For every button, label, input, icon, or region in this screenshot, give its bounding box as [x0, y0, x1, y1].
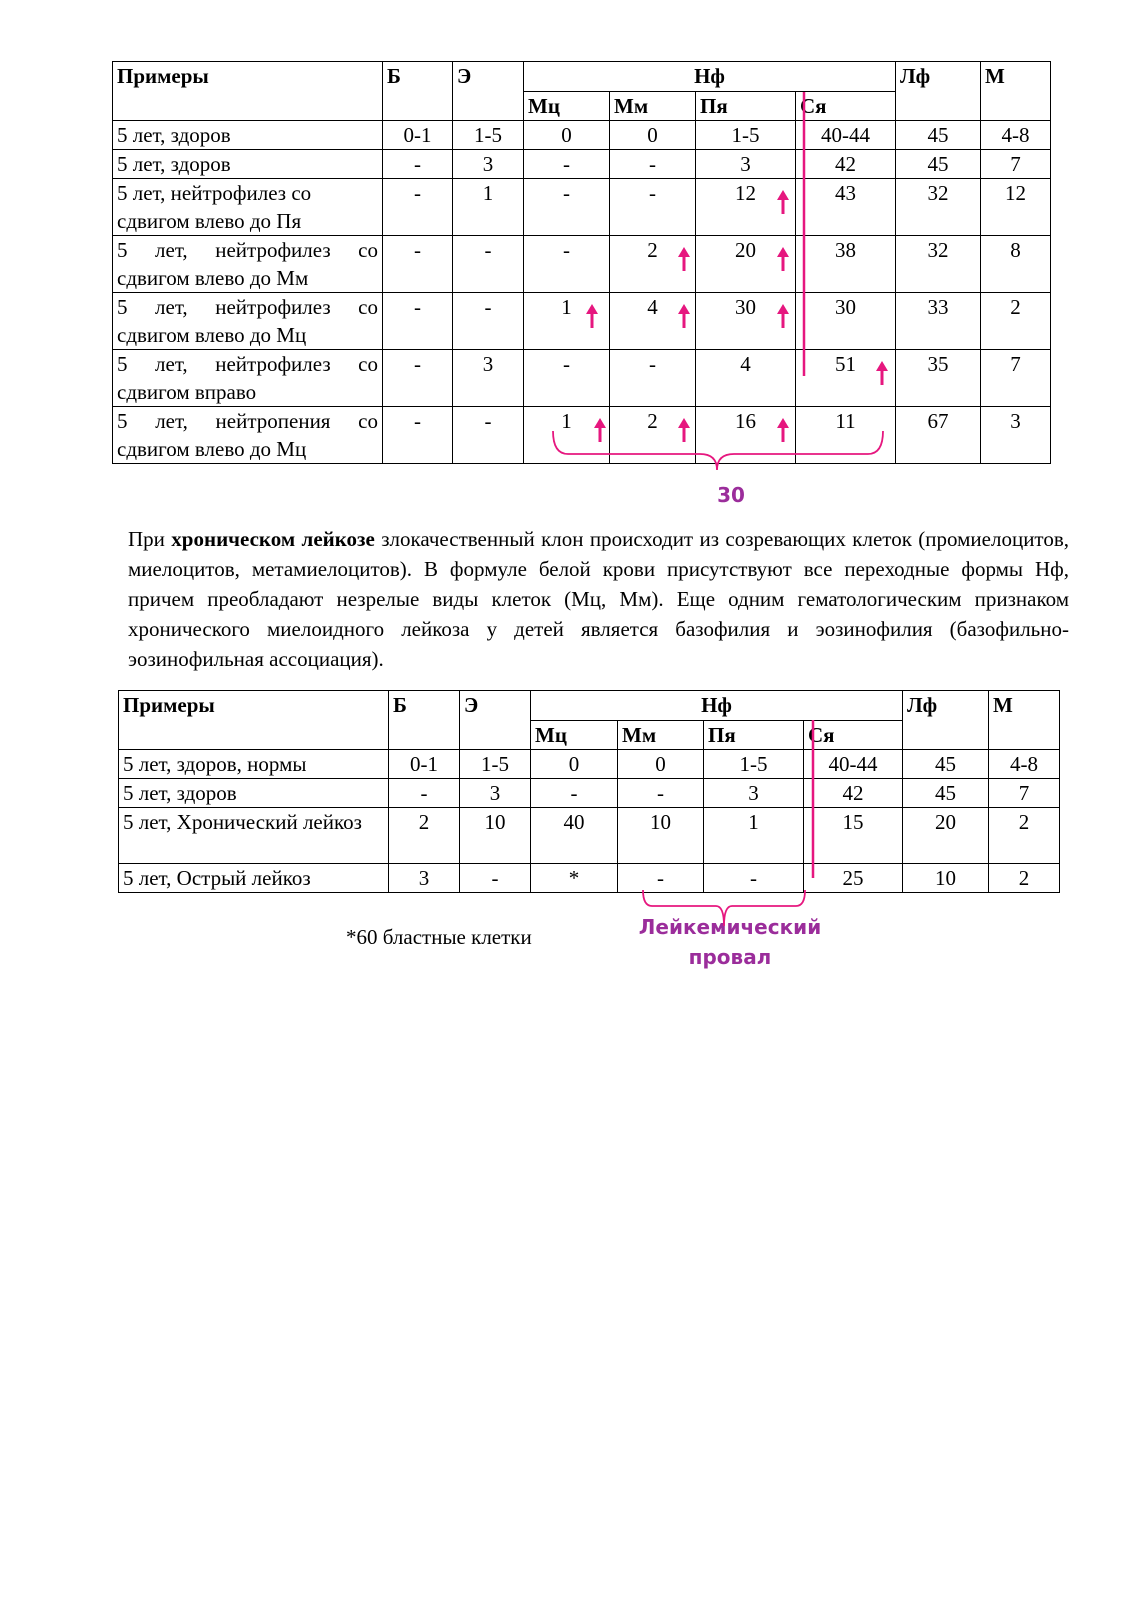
- cell-lf: 45: [896, 150, 981, 179]
- cell-e: -: [453, 407, 524, 464]
- cell-mm: -: [610, 350, 696, 407]
- header-mm: Мм: [618, 721, 704, 750]
- brace-label-line1: Лейкемический: [638, 915, 822, 939]
- chronic-leukemia-paragraph: [128, 524, 1069, 674]
- cell-lf: 32: [896, 236, 981, 293]
- cell-e: 3: [460, 779, 531, 808]
- header-m: М: [981, 62, 1051, 121]
- table-row: [113, 121, 1051, 150]
- header-lf: Лф: [896, 62, 981, 121]
- cell-e: 1: [453, 179, 524, 236]
- cell-e: -: [453, 293, 524, 350]
- brace-label-sum: 30: [717, 483, 745, 507]
- cell-m: 2: [989, 808, 1060, 864]
- cell-mm: 2: [610, 407, 696, 464]
- cell-sya: 40-44: [796, 121, 896, 150]
- cell-sya: 15: [804, 808, 903, 864]
- cell-b: -: [383, 350, 453, 407]
- cell-m: 8: [981, 236, 1051, 293]
- header-b: Б: [383, 62, 453, 121]
- row-label: 5 лет, нейтрофилез со сдвигом влево до Мц: [113, 293, 383, 350]
- cell-mc: 1: [524, 407, 610, 464]
- row-label: 5 лет, нейтрофилез со сдвигом влево до Пя: [113, 179, 383, 236]
- header-e: Э: [460, 691, 531, 750]
- cell-b: 2: [389, 808, 460, 864]
- header-m: М: [989, 691, 1060, 750]
- header-sya: Ся: [804, 721, 903, 750]
- cell-mm: 0: [610, 121, 696, 150]
- header-lf: Лф: [903, 691, 989, 750]
- cell-b: -: [383, 150, 453, 179]
- cell-mc: -: [524, 179, 610, 236]
- cell-lf: 45: [903, 779, 989, 808]
- brace-label-line2: провал: [688, 945, 772, 969]
- header-pya: Пя: [696, 92, 796, 121]
- cell-pya: 20: [696, 236, 796, 293]
- table-leukemia-examples: [118, 690, 1060, 893]
- cell-lf: 67: [896, 407, 981, 464]
- cell-sya: 42: [804, 779, 903, 808]
- cell-lf: 20: [903, 808, 989, 864]
- header-b: Б: [389, 691, 460, 750]
- header-nf: Нф: [524, 62, 896, 92]
- header-mc: Мц: [524, 92, 610, 121]
- cell-sya: 51: [796, 350, 896, 407]
- row-label: 5 лет, здоров, нормы: [119, 750, 389, 779]
- table-row: [113, 236, 1051, 293]
- row-label: 5 лет, нейтрофилез со сдвигом вправо: [113, 350, 383, 407]
- header-nf: Нф: [531, 691, 903, 721]
- cell-mc: -: [524, 350, 610, 407]
- table-row: [113, 179, 1051, 236]
- cell-m: 2: [989, 864, 1060, 893]
- cell-b: 3: [389, 864, 460, 893]
- row-label: 5 лет, нейтропения со сдвигом влево до Мц: [113, 407, 383, 464]
- cell-b: -: [383, 407, 453, 464]
- row-label: 5 лет, здоров: [119, 779, 389, 808]
- cell-m: 12: [981, 179, 1051, 236]
- cell-mm: 10: [618, 808, 704, 864]
- table-leukocyte-examples: [112, 61, 1051, 464]
- cell-m: 7: [989, 779, 1060, 808]
- cell-mc: 0: [524, 121, 610, 150]
- table-row: [119, 808, 1060, 864]
- cell-sya: 38: [796, 236, 896, 293]
- cell-sya: 43: [796, 179, 896, 236]
- cell-m: 4-8: [989, 750, 1060, 779]
- cell-sya: 11: [796, 407, 896, 464]
- cell-pya: 4: [696, 350, 796, 407]
- cell-m: 4-8: [981, 121, 1051, 150]
- row-label: 5 лет, здоров: [113, 121, 383, 150]
- paragraph-text: злокачественный клон происходит из созревающих клеток (промиелоцитов, миелоцитов, метамиелоцитов). В формуле белой крови присутствуют все переходные формы Нф, причем преобладают незрелые виды клеток (Мц, Мм). Еще одним гематологическим признаком хронического миелоидного лейкоза у детей является базофилия и эозинофилия (базофильно-эозинофильная ассоциация).: [128, 527, 1070, 671]
- cell-mm: -: [618, 864, 704, 893]
- cell-mc: 40: [531, 808, 618, 864]
- paragraph-bold-term: хроническом лейкозе: [171, 527, 375, 551]
- cell-m: 3: [981, 407, 1051, 464]
- cell-lf: 32: [896, 179, 981, 236]
- cell-mc: 1: [524, 293, 610, 350]
- table-row: [119, 779, 1060, 808]
- cell-pya: -: [704, 864, 804, 893]
- cell-b: -: [389, 779, 460, 808]
- row-label: 5 лет, Острый лейкоз: [119, 864, 389, 893]
- cell-b: 0-1: [389, 750, 460, 779]
- paragraph-prefix: При: [128, 527, 172, 551]
- cell-b: -: [383, 293, 453, 350]
- cell-e: -: [460, 864, 531, 893]
- cell-mm: -: [610, 179, 696, 236]
- cell-pya: 1-5: [696, 121, 796, 150]
- cell-pya: 3: [696, 150, 796, 179]
- cell-lf: 33: [896, 293, 981, 350]
- cell-mc: *: [531, 864, 618, 893]
- header-e: Э: [453, 62, 524, 121]
- cell-m: 7: [981, 350, 1051, 407]
- table-row: [113, 407, 1051, 464]
- cell-mc: -: [524, 150, 610, 179]
- row-label: 5 лет, нейтрофилез со сдвигом влево до Мм: [113, 236, 383, 293]
- cell-pya: 12: [696, 179, 796, 236]
- cell-e: 1-5: [453, 121, 524, 150]
- table-row: [113, 350, 1051, 407]
- cell-b: 0-1: [383, 121, 453, 150]
- cell-pya: 1-5: [704, 750, 804, 779]
- cell-b: -: [383, 236, 453, 293]
- cell-sya: 42: [796, 150, 896, 179]
- cell-mc: -: [524, 236, 610, 293]
- header-sya: Ся: [796, 92, 896, 121]
- cell-sya: 25: [804, 864, 903, 893]
- header-pya: Пя: [704, 721, 804, 750]
- row-label: 5 лет, Хронический лейкоз: [119, 808, 389, 864]
- cell-b: -: [383, 179, 453, 236]
- table-row: [113, 293, 1051, 350]
- cell-lf: 35: [896, 350, 981, 407]
- cell-sya: 30: [796, 293, 896, 350]
- cell-pya: 16: [696, 407, 796, 464]
- cell-mc: 0: [531, 750, 618, 779]
- cell-mc: -: [531, 779, 618, 808]
- cell-mm: 4: [610, 293, 696, 350]
- row-label: 5 лет, здоров: [113, 150, 383, 179]
- header-mm: Мм: [610, 92, 696, 121]
- cell-pya: 1: [704, 808, 804, 864]
- cell-lf: 45: [903, 750, 989, 779]
- cell-e: -: [453, 236, 524, 293]
- cell-mm: -: [618, 779, 704, 808]
- brace-label-leukemic-gap: [630, 912, 830, 972]
- table-row: [113, 150, 1051, 179]
- cell-pya: 3: [704, 779, 804, 808]
- cell-e: 3: [453, 350, 524, 407]
- cell-lf: 45: [896, 121, 981, 150]
- cell-e: 10: [460, 808, 531, 864]
- header-examples: Примеры: [113, 62, 383, 121]
- cell-m: 7: [981, 150, 1051, 179]
- cell-lf: 10: [903, 864, 989, 893]
- cell-m: 2: [981, 293, 1051, 350]
- cell-mm: 2: [610, 236, 696, 293]
- header-examples: Примеры: [119, 691, 389, 750]
- cell-mm: 0: [618, 750, 704, 779]
- table-row: [119, 864, 1060, 893]
- cell-pya: 30: [696, 293, 796, 350]
- cell-e: 1-5: [460, 750, 531, 779]
- cell-mm: -: [610, 150, 696, 179]
- cell-e: 3: [453, 150, 524, 179]
- cell-sya: 40-44: [804, 750, 903, 779]
- footnote-blasts: *60 бластные клетки: [346, 925, 532, 949]
- table-row: [119, 750, 1060, 779]
- header-mc: Мц: [531, 721, 618, 750]
